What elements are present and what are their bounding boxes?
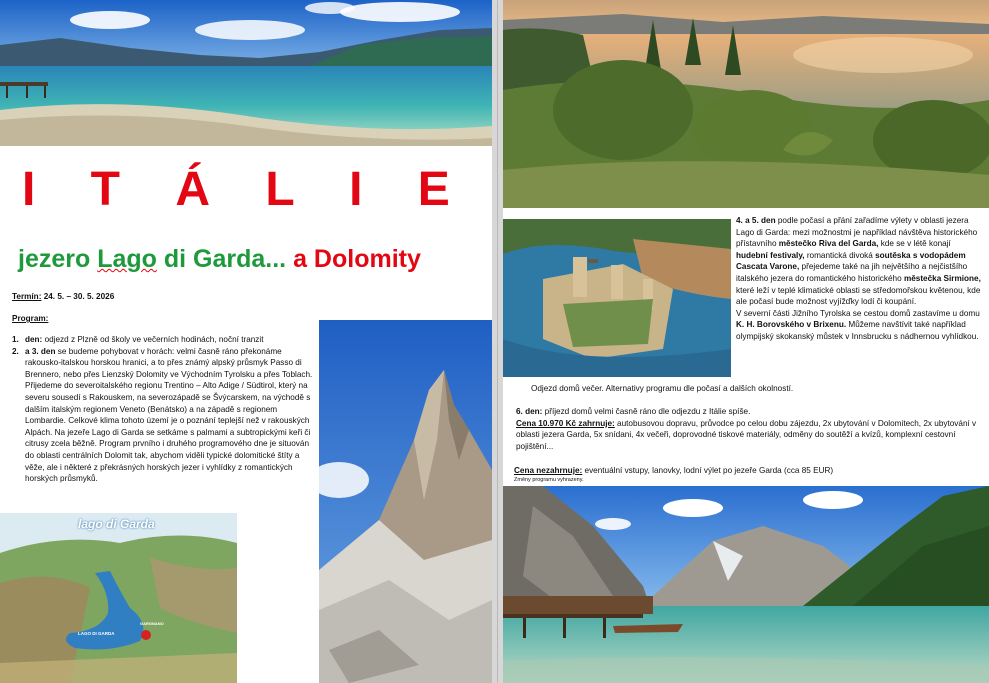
not-included-text: eventuální vstupy, lanovky, lodní výlet po jezeře Garda (cca 85 EUR): [582, 466, 834, 475]
day-6-block: [516, 406, 982, 452]
subtitle-part1: jezero: [18, 245, 98, 273]
evening-departure-line: Odjezd domů večer. Alternativy programu dle počasí a dalších okolností.: [531, 384, 794, 393]
days45-text-2: kde se v létě konají: [878, 239, 951, 249]
days45-text-6: V severní části Jižního Tyrolska se cestou domů zastavíme u domu: [736, 308, 980, 318]
program-item: [12, 334, 317, 346]
subtitle-part3: a Dolomity: [286, 245, 421, 273]
subtitle-lago: Lago: [97, 245, 157, 273]
day6-lead: 6. den:: [516, 407, 543, 416]
mountain-lake-pier-photo: [503, 486, 989, 683]
garda-map: [0, 513, 237, 683]
right-page: [503, 0, 989, 683]
days45-text-5: které leží v teplé klimatické oblasti se středomořskou květenou, kde ale počasí bude možnost vyjížďky lodí či koupání.: [736, 285, 981, 307]
program-item-text: se budeme pohybovat v horách: velmi časně ráno překonáme rakousko-italskou horskou hranici, a to přes známý alpský průsmyk Passo di Brennero, nebo přes Lienzský Dolomity ve Východním Tyrolsku a přes Toblach. Přijedeme do severoitalského regionu Trentino – Alto Adige / Südtirol, který na severu sousedí s Rakouskem, na severozápadě se Švýcarskem, na východě s dalším italským regionem Veneto (Benátsko) a na západě s regionem Lombardie. Celkové klima tohoto území je o poznání teplejší než v rakouských Alpách. Na jezeře Lago di Garda se setkáme s palmami a subtropickými keři či citrusy zcela běžně. Program prvního i druhého programového dne je situován do oblasti centrálních Dolomit tak, abychom viděli typické dolomitické štíty a věže, ale i některé z překrásných horských jezer i vyhlídky z romantických horských průsmyků.: [25, 346, 313, 484]
sirmione-castle-photo: [503, 219, 731, 377]
program-item-lead: den:: [25, 335, 43, 344]
changes-note: Změny programu vyhrazeny.: [514, 477, 584, 483]
program-item-number: 1.: [12, 335, 19, 344]
days45-text-3: romantická divoká: [804, 250, 876, 260]
days45-festivals: hudební festivaly,: [736, 250, 805, 260]
day6-text: příjezd domů velmi časně ráno dle odjezdu z Itálie spíše.: [542, 407, 751, 416]
subtitle-part2: di Garda...: [156, 245, 287, 273]
page-divider: [497, 0, 498, 683]
days45-text-7: Můžeme navštívit také například olympijský skokanský můstek v Innsbrucku s nádhernou vyhlídkou.: [736, 320, 979, 341]
days45-borovsky: K. H. Borovského v Brixenu.: [736, 320, 847, 330]
program-item-text: odjezd z Plzně od školy ve večerních hodinách, noční tranzit: [42, 335, 264, 344]
days45-text-1: podle počasí a přání zařadíme výlety v oblasti jezera Lago di Garda: mezi možnostmi je například návštěva historického přístavního: [736, 216, 978, 249]
program-item-number: 2.: [12, 346, 19, 356]
program-item: [12, 346, 317, 485]
left-page: [0, 0, 492, 683]
not-included-line: [514, 465, 984, 477]
days45-tyrol-paragraph: [736, 308, 982, 343]
program-item-lead: a 3. den: [25, 346, 56, 356]
days45-gorge: soutěska s vodopádem Cascata Varone,: [736, 250, 966, 272]
main-title: I T Á L I E: [22, 163, 471, 216]
map-lake-label: LAGO DI GARDA: [78, 631, 115, 636]
days45-text-4: přejedeme také na jih největšího a nejčistšího italského jezera do romantického historického: [736, 262, 968, 283]
subtitle: [18, 243, 421, 275]
dolomites-peak-photo: [319, 320, 492, 683]
not-included-label: Cena nezahrnuje:: [514, 466, 583, 475]
term-value: 24. 5. – 30. 5. 2026: [41, 292, 115, 301]
sunset-lake-photo: [503, 0, 989, 208]
days45-sirmione: městečka Sirmione,: [903, 273, 981, 283]
program-list: [12, 334, 317, 485]
program-heading: Program:: [12, 314, 49, 323]
days-4-5-text: [736, 215, 982, 343]
days45-lead: 4. a 5. den: [736, 216, 776, 225]
map-town-label: GARGNANO: [140, 621, 164, 626]
map-title: lago di Garda: [78, 517, 155, 531]
days45-riva: městečko Riva del Garda,: [778, 239, 879, 249]
term-label: Termín:: [12, 292, 42, 301]
price-label: Cena 10.970 Kč zahrnuje:: [516, 418, 615, 428]
lake-beach-photo: [0, 0, 492, 146]
price-includes-text: autobusovou dopravu, průvodce po celou dobu zájezdu, 2x ubytování v Dolomitech, 2x ubytování v oblasti jezera Garda, 5x snídani, 4x večeři, doprovodné tiskové materiály, odměny do soutěží a kvízů, komplexní cestovní pojištění...: [516, 418, 977, 451]
term-line: [12, 291, 114, 303]
